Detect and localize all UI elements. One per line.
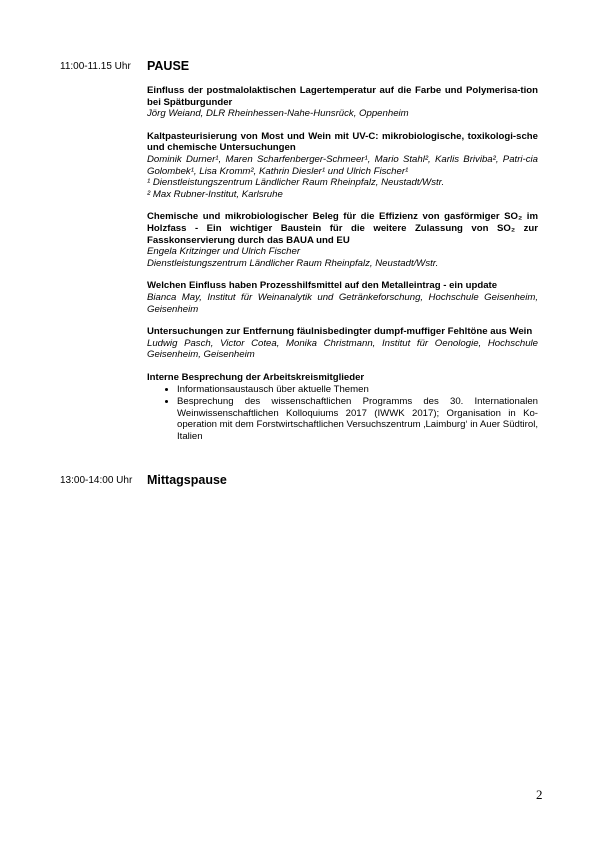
talk-author-line: Jörg Weiand, DLR Rheinhessen-Nahe-Hunsrück, Oppenheim [147, 108, 409, 120]
meeting-entry [147, 372, 538, 443]
talk-entry [147, 131, 538, 201]
talk-affiliation-line: ² Max Rubner-Institut, Karlsruhe [147, 188, 283, 200]
meeting-title: Interne Besprechung der Arbeitskreismitglieder [147, 371, 365, 383]
talk-affiliation-line: Dienstleistungszentrum Ländlicher Raum Rheinpfalz, Neustadt/Wstr. [147, 257, 439, 269]
talk-title: Einfluss der postmalolaktischen Lagertemperatur auf die Farbe und Polymerisa-tion bei Spätburgunder [147, 85, 538, 108]
time-slot-pause: 11:00-11.15 Uhr [60, 61, 131, 72]
talk-entry [147, 280, 538, 315]
talk-author-line: Bianca May, Institut für Weinanalytik und Getränkeforschung, Hochschule Geisenheim, Geisenheim [147, 291, 538, 315]
lunch-heading: Mittagspause [147, 473, 227, 487]
pause-heading: PAUSE [147, 59, 190, 73]
talk-author-line: Dominik Durner¹, Maren Scharfenberger-Schmeer¹, Mario Stahl², Karlis Briviba², Patri-cia Golombek¹, Lisa Kromm², Kathrin Diesler¹ und Ulrich Fischer¹ [147, 153, 538, 177]
list-item: • Informationsaustausch über aktuelle Themen [177, 384, 538, 396]
talk-title: Untersuchungen zur Entfernung fäulnisbedingter dumpf-muffiger Fehltöne aus Wein [147, 326, 533, 338]
talk-title: Kaltpasteurisierung von Most und Wein mit UV-C: mikrobiologische, toxikologi-sche und chemische Untersuchungen [147, 130, 538, 154]
talk-author-line: Ludwig Pasch, Victor Cotea, Monika Christmann, Institut für Oenologie, Hochschule Geisenheim, Geisenheim [147, 337, 538, 361]
page-number: 2 [536, 787, 543, 802]
list-item: • Besprechung des wissenschaftlichen Programms des 30. Internationalen Weinwissenschaftlichen Kolloquiums 2017 (IWWK 2017); Organisation in Ko-operation mit dem Forstwirtschaftlichen Versuchszentrum ‚Laimburg‘ in Auer Südtirol, Italien [177, 396, 538, 442]
talk-entry [147, 326, 538, 361]
time-slot-lunch: 13:00-14:00 Uhr [60, 475, 133, 486]
talk-entry [147, 85, 538, 120]
talk-entry [147, 211, 538, 269]
talk-affiliation-line: ¹ Dienstleistungszentrum Ländlicher Raum Rheinpfalz, Neustadt/Wstr. [147, 177, 445, 189]
talk-author-line: Engela Kritzinger und Ulrich Fischer [147, 246, 301, 258]
program-content [147, 85, 538, 453]
talk-title: Welchen Einfluss haben Prozesshilfsmittel auf den Metalleintrag - ein update [147, 280, 498, 292]
talk-title: Chemische und mikrobiologischer Beleg für die Effizienz von gasförmiger SO₂ im Holzfass - Ein wichtiger Baustein für die weitere Zulassung von SO₂ zur Fasskonservierung durch das BAUA und EU [147, 211, 538, 246]
meeting-bullet-list [147, 384, 538, 442]
